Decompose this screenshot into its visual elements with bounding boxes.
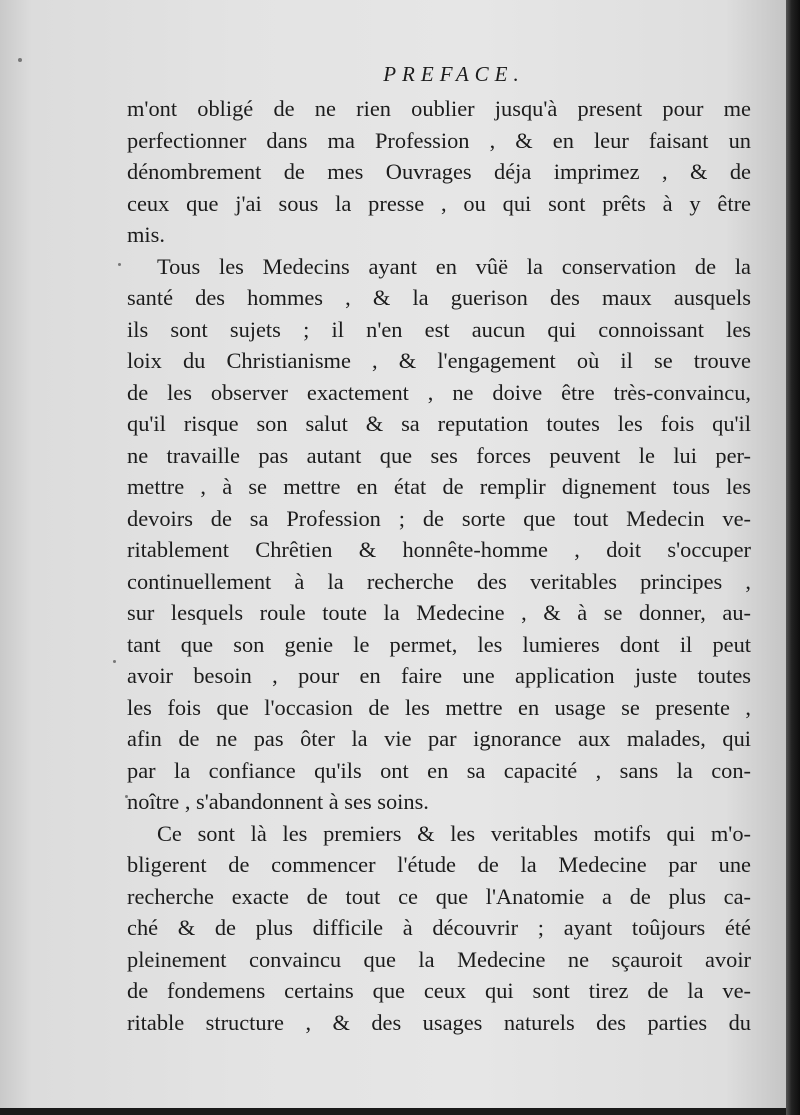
text-line: ritablement Chrêtien & honnête-homme , doit s'occuper [127, 537, 751, 562]
paragraph [127, 251, 751, 818]
ink-speck [18, 58, 22, 62]
page-text [127, 55, 751, 1038]
text-line: mettre , à se mettre en état de remplir dignement tous les [127, 474, 751, 499]
page-edge-shadow [786, 0, 800, 1115]
text-line: continuellement à la recherche des veritables principes , [127, 568, 751, 594]
text-line: de fondemens certains que ceux qui sont tirez de la ve- [127, 978, 751, 1003]
paragraph [127, 818, 751, 1039]
text-line: loix du Christianisme , & l'engagement où il se trouve [127, 348, 751, 373]
text-line: Tous les Medecins ayant en vûë la conservation de la [157, 253, 751, 279]
running-head: PREFACE. [383, 62, 525, 86]
text-line: perfectionner dans ma Profession , & en leur faisant un [127, 127, 751, 153]
text-line: sur lesquels roule toute la Medecine , & à se donner, au- [127, 600, 751, 625]
text-line: les fois que l'occasion de les mettre en usage se presente , [127, 694, 751, 720]
text-line: ne travaille pas autant que ses forces peuvent le lui per- [127, 442, 751, 468]
paragraph [127, 93, 751, 251]
text-line: tant que son genie le permet, les lumieres dont il peut [127, 631, 751, 657]
text-line: devoirs de sa Profession ; de sorte que tout Medecin ve- [127, 505, 751, 531]
text-line: m'ont obligé de ne rien oublier jusqu'à present pour me [127, 96, 751, 121]
text-line: santé des hommes , & la guerison des maux ausquels [127, 285, 751, 310]
text-line: pleinement convaincu que la Medecine ne sçauroit avoir [127, 946, 751, 972]
text-line: bligerent de commencer l'étude de la Medecine par une [127, 852, 751, 877]
ink-speck [113, 660, 116, 663]
text-line: mis. [127, 222, 165, 247]
text-line: Ce sont là les premiers & les veritables motifs qui m'o- [157, 820, 751, 846]
text-line: ceux que j'ai sous la presse , ou qui sont prêts à y être [127, 190, 751, 216]
text-line: afin de ne pas ôter la vie par ignorance aux malades, qui [127, 726, 751, 751]
text-line: ils sont sujets ; il n'en est aucun qui connoissant les [127, 316, 751, 342]
text-line: ritable structure , & des usages naturels des parties du [127, 1009, 751, 1035]
text-line: recherche exacte de tout ce que l'Anatomie a de plus ca- [127, 883, 751, 909]
text-line: dénombrement de mes Ouvrages déja imprimez , & de [127, 159, 751, 184]
text-line: par la confiance qu'ils ont en sa capacité , sans la con- [127, 757, 751, 783]
text-line: de les observer exactement , ne doive être très-convaincu, [127, 379, 751, 405]
text-line: ché & de plus difficile à découvrir ; ayant toûjours été [127, 915, 751, 940]
ink-speck [118, 263, 121, 266]
text-line: noître , s'abandonnent à ses soins. [127, 789, 429, 814]
text-line: qu'il risque son salut & sa reputation toutes les fois qu'il [127, 411, 751, 436]
text-line: avoir besoin , pour en faire une application juste toutes [127, 663, 751, 688]
